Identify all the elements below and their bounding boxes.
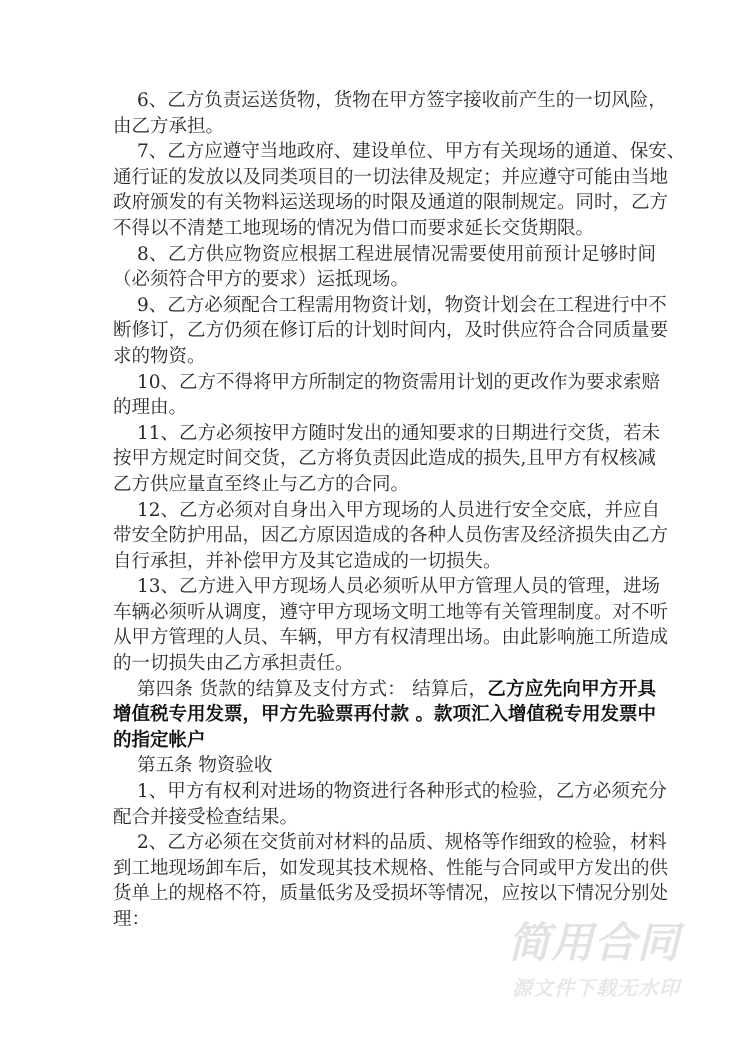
paragraph-line: 10、乙方不得将甲方所制定的物资需用计划的更改作为要求索赔 [137,371,661,393]
paragraph-line: 断修订，乙方仍须在修订后的计划时间内，及时供应符合合同质量要 [113,320,669,342]
clause-9 [113,293,669,370]
paragraph-line: 2、乙方必须在交货前对材料的品质、规格等作细致的检验，材料 [137,832,667,854]
article-4-line-2: 增值税专用发票，甲方先验票再付款 。款项汇入增值税专用发票中 [113,704,656,726]
article-4-bold-text: 乙方应先向甲方开具 [487,678,656,700]
article-4-line-3: 的指定帐户 [113,729,206,751]
paragraph-line: 不得以不清楚工地现场的情况为借口而要求延长交货期限。 [113,217,595,239]
clause-10 [113,370,661,421]
paragraph-line: 到工地现场卸车后，如发现其技术规格、性能与合同或甲方发出的供 [113,857,669,879]
paragraph-line: 的理由。 [113,397,188,419]
paragraph-line: 通行证的发放以及同类项目的一切法律及规定；并应遵守可能由当地 [113,166,669,188]
clause-7 [113,139,686,241]
paragraph-line: 带安全防护用品，因乙方原因造成的各种人员伤害及经济损失由乙方 [113,525,669,547]
paragraph-line: 的一切损失由乙方承担责任。 [113,653,354,675]
paragraph-line: 乙方供应量直至终止与乙方的合同。 [113,473,410,495]
article-5-clauses [113,779,669,933]
paragraph-line: 7、乙方应遵守当地政府、建设单位、甲方有关现场的通道、保安、 [137,141,686,163]
article-4-line-1 [113,677,656,703]
a5-clause-1 [113,779,667,830]
paragraph-line: 9、乙方必须配合工程需用物资计划，物资计划会在工程进行中不 [137,294,667,316]
paragraph-line: 12、乙方必须对自身出入甲方现场的人员进行安全交底，并应自 [137,499,661,521]
clause-13 [113,574,669,676]
clauses-section [113,88,686,677]
article-5-title: 第五条 物资验收 [137,755,273,777]
article-4-heading: 第四条 货款的结算及支付方式： 结算后， [137,678,488,700]
paragraph-line: 11、乙方必须按甲方随时发出的通知要求的日期进行交货，若未 [137,422,661,444]
paragraph-line: 理： [113,909,151,930]
paragraph-line: （必须符合甲方的要求）运抵现场。 [113,269,410,291]
paragraph-line: 按甲方规定时间交货，乙方将负责因此造成的损失,且甲方有权核减 [113,448,656,470]
clause-8 [113,242,656,293]
paragraph-line: 配合并接受检查结果。 [113,806,299,828]
paragraph-line: 13、乙方进入甲方现场人员必须听从甲方管理人员的管理，进场 [137,576,661,598]
document-body [113,88,686,933]
paragraph-line: 由乙方承担。 [113,115,225,137]
paragraph-line: 求的物资。 [113,345,206,367]
paragraph-line: 车辆必须听从调度，遵守甲方现场文明工地等有关管理制度。对不听 [113,601,669,623]
paragraph-line: 6、乙方负责运送货物，货物在甲方签字接收前产生的一切风险， [137,90,667,111]
watermark-subtitle: 源文件下载无水印 [512,976,680,1000]
clause-12 [113,498,669,575]
paragraph-line: 1、甲方有权利对进场的物资进行各种形式的检验，乙方必须充分 [137,781,667,803]
clause-6 [113,88,667,139]
paragraph-line: 从甲方管理的人员、车辆，甲方有权清理出场。由此影响施工所造成 [113,627,669,649]
paragraph-line: 8、乙方供应物资应根据工程进展情况需要使用前预计足够时间 [137,243,656,265]
paragraph-line: 货单上的规格不符，质量低劣及受损坏等情况，应按以下情况分别处 [113,883,669,905]
clause-11 [113,421,661,498]
article-4 [113,677,656,754]
paragraph-line: 政府颁发的有关物料运送现场的时限及通道的限制规定。同时，乙方 [113,192,669,214]
paragraph-line: 自行承担，并补偿甲方及其它造成的一切损失。 [113,550,502,572]
watermark-logo: 简用合同 [508,918,681,967]
